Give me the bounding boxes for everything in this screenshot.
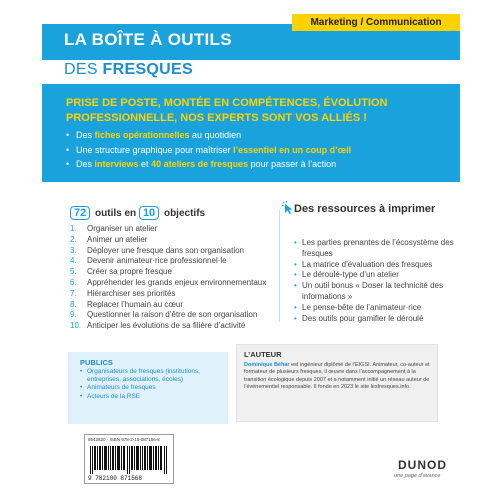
objective-number: 10.: [70, 321, 82, 331]
objective-text: Anticiper les évolutions de sa filière d’activité: [87, 321, 246, 331]
author-bio: [244, 362, 432, 391]
objective-number: 2.: [70, 234, 77, 244]
objective-item: [70, 300, 280, 311]
public-item: • Animateurs de fresques: [80, 384, 222, 392]
book-back-cover: [42, 0, 460, 500]
author-bio-text: est ingénieur diplômé de l’EIGSI. Animateur, co-auteur et formateur de plusieurs fresques, il œuvre dans l’accompagnement à la transition écologique depuis 2007 et a notamment initié un réseau auteur de l’événementiel responsable. Il fonde en 2023 le site lesfresques.info.: [244, 362, 430, 390]
bullet-bold: l’essentiel en un coup d’œil: [233, 144, 352, 155]
bullet-text: Des: [76, 159, 95, 169]
objective-text: Questionner la raison d’être de son organisation: [87, 310, 258, 320]
objectives-count-badge: 10: [139, 206, 159, 220]
objective-number: 5.: [70, 267, 77, 277]
objective-text: Animer un atelier: [87, 234, 148, 244]
category-tag: Marketing / Communication: [292, 14, 460, 31]
objective-number: 7.: [70, 288, 77, 298]
band-title: PRISE DE POSTE, MONTÉE EN COMPÉTENCES, ÉVOLUTION PROFESSIONNELLE, NOS EXPERTS SONT VOS ALLIÉS !: [66, 97, 388, 124]
objective-text: Replacer l’humain au cœur: [87, 299, 184, 309]
objective-text: Hiérarchiser ses priorités: [87, 288, 176, 298]
bullet-bold: fiches opérationnelles: [94, 130, 190, 140]
objective-text: Organiser un atelier: [87, 224, 158, 233]
author-title: L’AUTEUR: [244, 350, 282, 359]
objective-item: [70, 289, 280, 300]
title-prefix: DES: [64, 61, 103, 78]
band-bullet: [66, 157, 446, 172]
objective-number: 1.: [70, 224, 77, 233]
isbn-text: 8542820 · ISBN 978-2-10-087156-8: [88, 437, 160, 442]
cursor-click-icon: [282, 201, 294, 215]
resource-item: • Un outil bonus « Doser la technicité des informations »: [294, 281, 454, 303]
book-title-line1: LA BOÎTE À OUTILS: [64, 30, 232, 49]
objective-item: [70, 278, 280, 289]
objective-item: [70, 310, 280, 321]
objective-item: [70, 267, 280, 278]
objective-text: Déployer une fresque dans son organisation: [87, 245, 244, 255]
bullet-text: Une structure graphique pour maîtriser: [76, 144, 234, 155]
book-title-line2: [64, 61, 193, 79]
resource-item: • Des outils pour gamifier le déroulé: [294, 314, 454, 325]
bullet-bold: 40 ateliers de fresques: [151, 159, 249, 169]
publics-list: [80, 368, 222, 401]
column-divider: [279, 210, 280, 322]
bullet-text: au quotidien: [189, 130, 242, 140]
bullet-bold: interviews: [94, 159, 139, 169]
objective-number: 4.: [70, 256, 77, 266]
barcode-icon: [90, 446, 170, 474]
tools-count-badge: 72: [70, 206, 90, 220]
objective-item: [70, 235, 280, 246]
resources-title: Des ressources à imprimer: [294, 203, 436, 215]
band-bullets: [66, 128, 446, 172]
bullet-text: pour passer à l’action: [248, 159, 337, 169]
public-item: • Acteurs de la RSE: [80, 393, 222, 401]
objective-number: 6.: [70, 277, 77, 287]
objectives-list: [70, 224, 280, 332]
objective-text: Créer sa propre fresque: [87, 267, 172, 277]
objectives-label: objectifs: [163, 208, 206, 219]
publisher-tagline: une page d’avance: [394, 473, 441, 479]
objective-item: [70, 321, 280, 332]
author-name: Dominique Béhar: [244, 362, 290, 368]
bullet-text: et: [138, 159, 152, 169]
objective-text: Appréhender les grands enjeux environnementaux: [87, 277, 267, 287]
band-bullet: [66, 143, 446, 158]
publisher-logo: DUNOD: [398, 458, 447, 472]
tools-label: outils en: [95, 208, 137, 219]
resource-item: • La matrice d’évaluation des fresques: [294, 260, 454, 271]
bullet-text: Des: [76, 130, 95, 140]
publics-title: PUBLICS: [80, 358, 113, 367]
tools-count-row: [70, 206, 205, 220]
objective-item: [70, 256, 280, 267]
title-bold: FRESQUES: [102, 61, 193, 78]
public-item: • Organisateurs de fresques (institutions, entreprises, associations, écoles): [80, 368, 222, 384]
resource-item: • Le pense-bête de l’animateur·rice: [294, 303, 454, 314]
objective-text: Devenir animateur·rice professionnel·le: [87, 256, 227, 266]
objective-number: 9.: [70, 310, 77, 320]
objective-item: [70, 246, 280, 257]
barcode-number: 9 782100 871568: [88, 475, 143, 482]
resource-item: • Les parties prenantes de l’écosystème des fresques: [294, 238, 454, 260]
objective-number: 3.: [70, 245, 77, 255]
resource-item: • Le déroulé-type d’un atelier: [294, 270, 454, 281]
objective-item: [70, 224, 280, 235]
band-bullet: [66, 128, 446, 143]
objective-number: 8.: [70, 299, 77, 309]
resources-list: [294, 238, 454, 324]
